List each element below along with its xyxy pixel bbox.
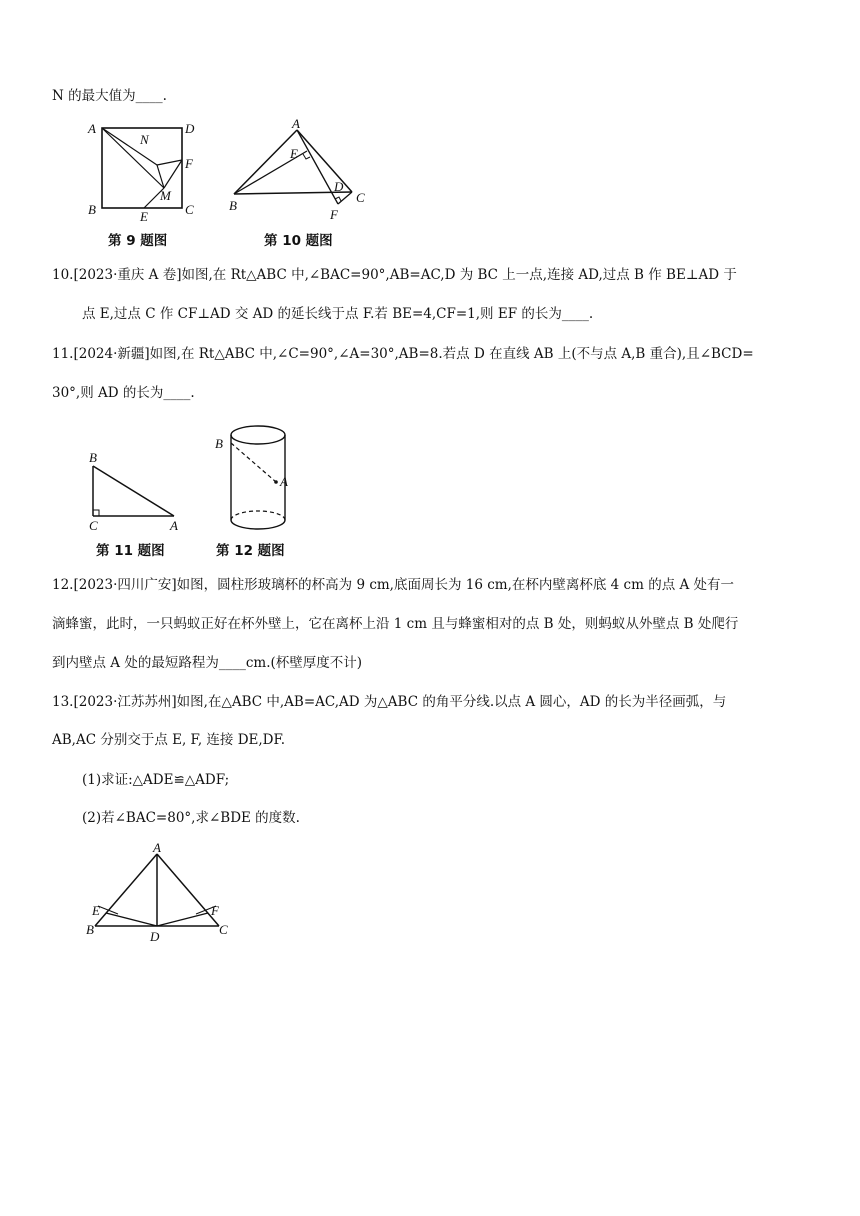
fig9-label-m: M <box>160 188 171 203</box>
question-10-line-1: 10.[2023·重庆 A 卷]如图,在 Rt△ABC 中,∠BAC=90°,AB=AC,D 为 BC 上一点,连接 AD,过点 B 作 BE⊥AD 于 <box>52 267 737 283</box>
fig12-label-a: A <box>280 474 288 489</box>
fig10-label-a: A <box>292 118 300 131</box>
question-13-part-2: (2)若∠BAC=80°,求∠BDE 的度数. <box>82 810 300 826</box>
fig11-label-a: A <box>170 518 178 533</box>
fig13-label-b: B <box>86 922 94 937</box>
fig9-label-f: F <box>185 156 193 171</box>
fig13-label-a: A <box>153 840 161 855</box>
fig11-label-b: B <box>89 450 97 465</box>
fig13-label-e: E <box>92 903 100 918</box>
question-13-line-2: AB,AC 分别交于点 E, F, 连接 DE,DF. <box>52 732 286 748</box>
figure-13-isosceles-triangle <box>84 840 234 945</box>
question-11-line-2: 30°,则 AD 的长为____. <box>52 385 195 401</box>
fig9-label-c: C <box>185 202 194 217</box>
fig13-label-f: F <box>211 903 219 918</box>
figure-11-right-triangle <box>84 448 184 533</box>
question-11-line-1: 11.[2024·新疆]如图,在 Rt△ABC 中,∠C=90°,∠A=30°,AB=8.若点 D 在直线 AB 上(不与点 A,B 重合),且∠BCD= <box>52 346 754 362</box>
question-12-line-3: 到内壁点 A 处的最短路程为____cm.(杯壁厚度不计) <box>52 655 363 671</box>
fig9-label-b: B <box>88 202 96 217</box>
figure-12-cylinder <box>210 420 300 535</box>
question-12-line-1: 12.[2023·四川广安]如图，圆柱形玻璃杯的杯高为 9 cm,底面周长为 16 cm,在杯内壁离杯底 4 cm 的点 A 处有一 <box>52 577 735 593</box>
fig10-label-d: D <box>334 179 344 194</box>
figure-11-caption: 第 11 题图 <box>96 543 165 559</box>
fig9-label-e: E <box>140 209 148 224</box>
fig10-label-f: F <box>330 207 338 222</box>
figure-10-caption: 第 10 题图 <box>264 233 333 249</box>
text-line-fill-blank: N 的最大值为____. <box>52 88 167 104</box>
fig13-label-d: D <box>150 929 160 944</box>
question-10-line-2: 点 E,过点 C 作 CF⊥AD 交 AD 的延长线于点 F.若 BE=4,CF=1,则 EF 的长为____. <box>82 306 594 322</box>
question-13-part-1: (1)求证:△ADE≌△ADF; <box>82 772 230 788</box>
fig11-label-c: C <box>89 518 98 533</box>
fig10-label-b: B <box>229 198 237 213</box>
question-12-line-2: 滴蜂蜜，此时，一只蚂蚁正好在杯外壁上，它在离杯上沿 1 cm 且与蜂蜜相对的点 B 处，则蚂蚁从外壁点 B 处爬行 <box>52 616 739 632</box>
question-13-line-1: 13.[2023·江苏苏州]如图,在△ABC 中,AB=AC,AD 为△ABC 的角平分线.以点 A 圆心，AD 的长为半径画弧，与 <box>52 694 727 710</box>
figure-10-triangle-diagram <box>224 118 374 223</box>
fig10-label-e: E <box>290 146 298 161</box>
fig12-label-b: B <box>215 436 223 451</box>
fig13-label-c: C <box>219 922 228 937</box>
figure-12-caption: 第 12 题图 <box>216 543 285 559</box>
fig9-label-d: D <box>185 121 195 136</box>
figure-9-square-diagram <box>84 118 204 228</box>
fig9-label-n: N <box>140 132 149 147</box>
fig9-label-a: A <box>88 121 96 136</box>
fig10-label-c: C <box>356 190 365 205</box>
figure-9-caption: 第 9 题图 <box>108 233 168 249</box>
